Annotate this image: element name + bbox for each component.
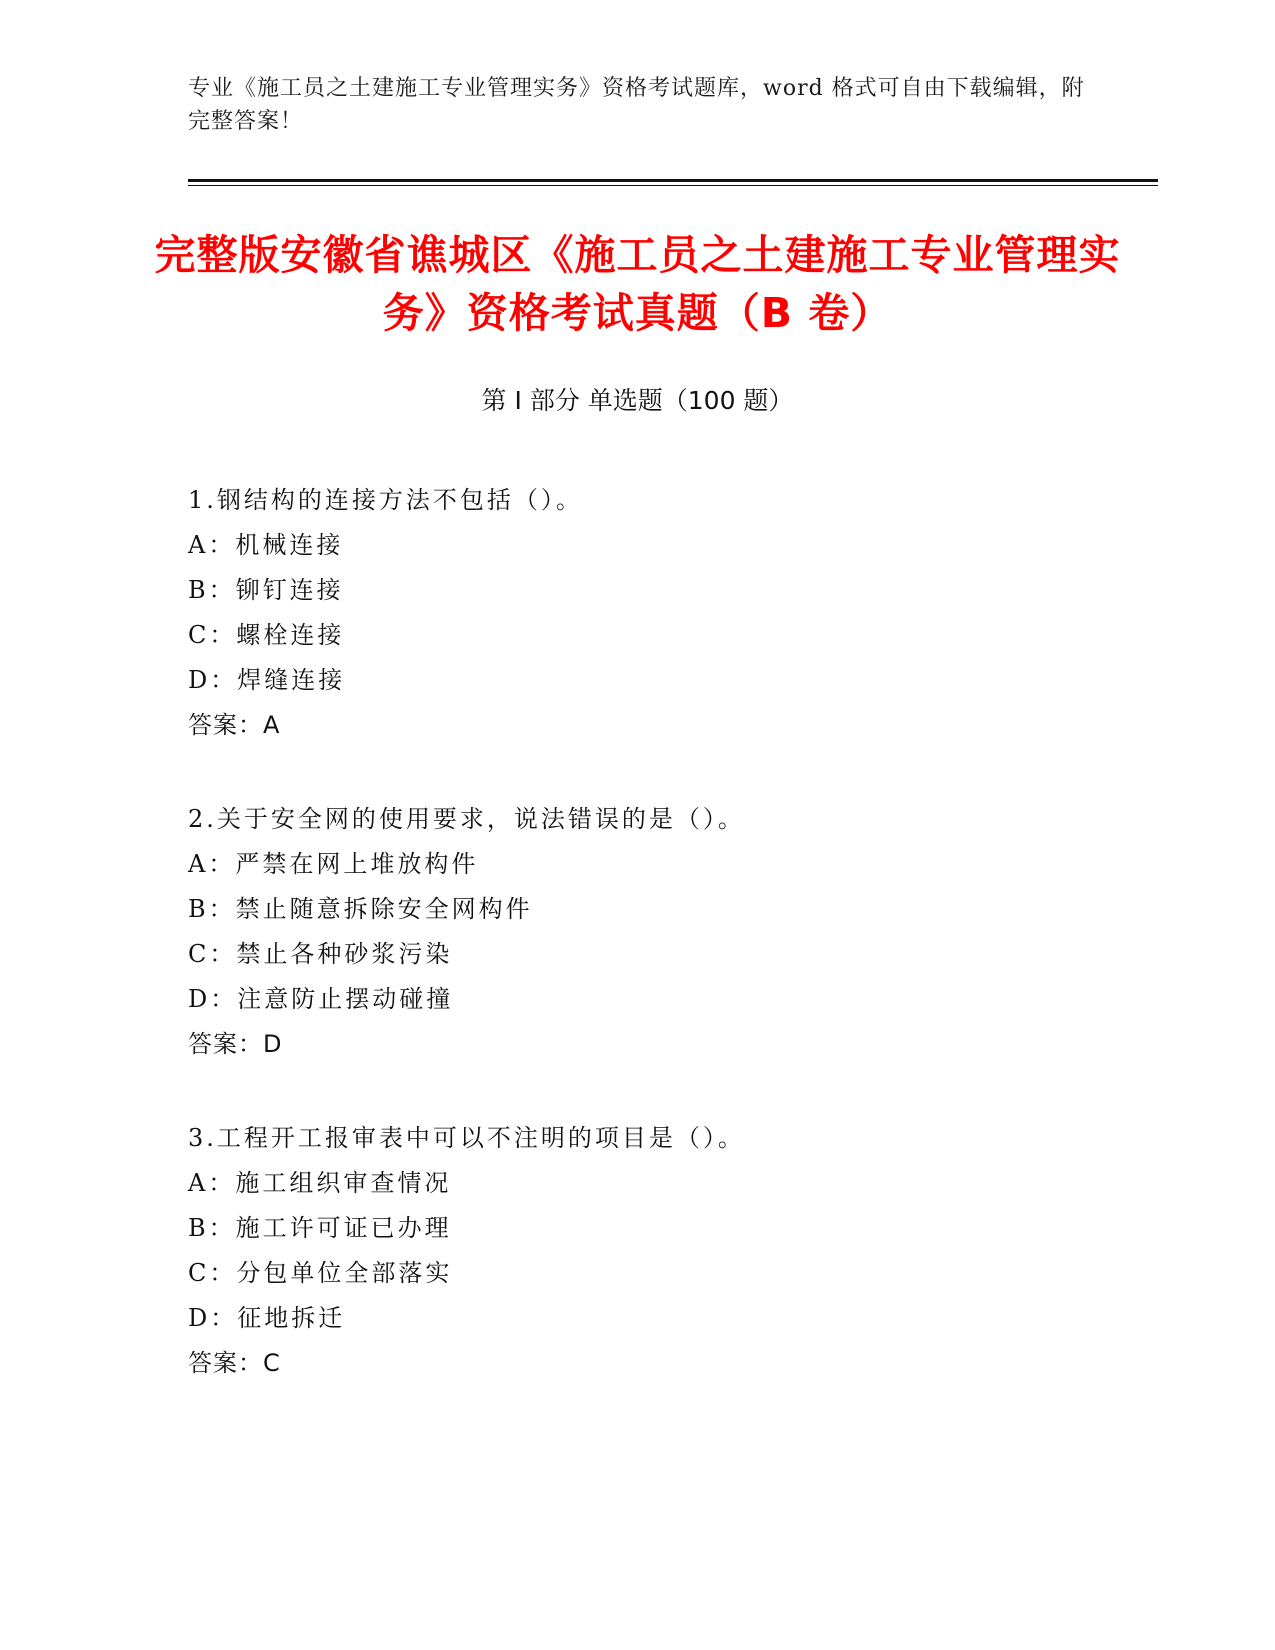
answer-label: 答案：C <box>188 1349 281 1377</box>
answer-label: 答案：A <box>188 711 281 739</box>
question-stem: 3.工程开工报审表中可以不注明的项目是（）。 <box>188 1124 745 1152</box>
option-c: C：螺栓连接 <box>188 621 345 649</box>
question-stem: 2.关于安全网的使用要求，说法错误的是（）。 <box>188 805 745 833</box>
section-title: 第 I 部分 单选题（100 题） <box>481 386 794 415</box>
option-c: C：分包单位全部落实 <box>188 1259 453 1287</box>
header-note: 专业《施工员之土建施工专业管理实务》资格考试题库，word 格式可自由下载编辑，附完整答案！ <box>188 76 1085 134</box>
document-title: 完整版安徽省谯城区《施工员之土建施工专业管理实务》资格考试真题（B 卷） <box>154 231 1121 337</box>
question-list <box>188 478 1118 1435</box>
header-rule-thick <box>188 179 1158 182</box>
option-b: B：施工许可证已办理 <box>188 1214 452 1242</box>
answer-label: 答案：D <box>188 1030 283 1058</box>
header-rule-thin <box>188 185 1158 186</box>
question-3 <box>188 1116 1118 1386</box>
option-a: A：施工组织审查情况 <box>188 1169 452 1197</box>
option-c: C：禁止各种砂浆污染 <box>188 940 453 968</box>
option-d: D：注意防止摆动碰撞 <box>188 985 454 1013</box>
question-1 <box>188 478 1118 748</box>
question-2 <box>188 797 1118 1067</box>
option-d: D：焊缝连接 <box>188 666 346 694</box>
option-a: A：严禁在网上堆放构件 <box>188 850 479 878</box>
option-b: B：禁止随意拆除安全网构件 <box>188 895 533 923</box>
option-d: D：征地拆迁 <box>188 1304 346 1332</box>
question-stem: 1.钢结构的连接方法不包括（）。 <box>188 486 583 514</box>
option-b: B：铆钉连接 <box>188 576 344 604</box>
option-a: A：机械连接 <box>188 531 344 559</box>
